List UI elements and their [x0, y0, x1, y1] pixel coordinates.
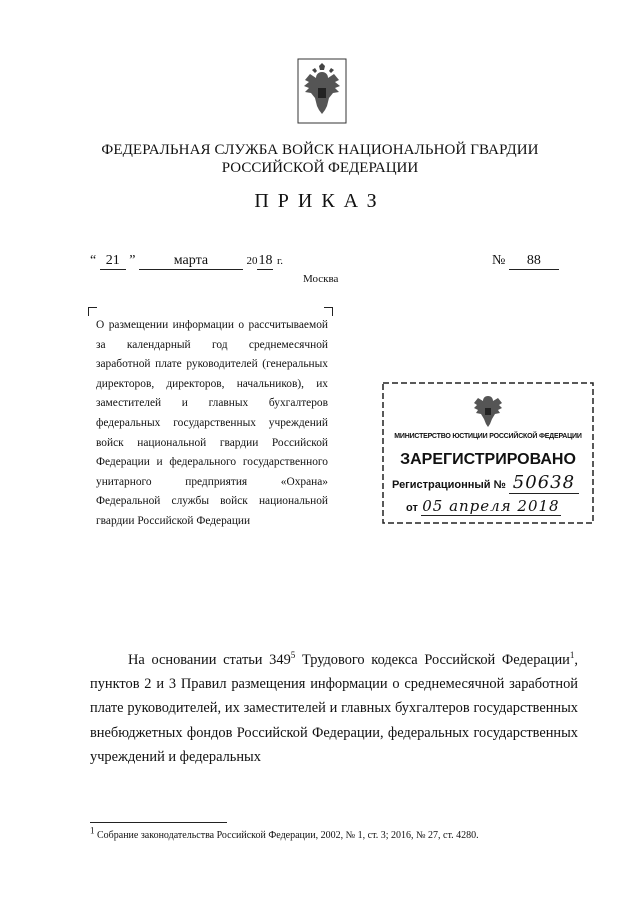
body-text: На основании статьи 349	[128, 652, 291, 668]
city: Москва	[303, 273, 339, 285]
stamp-registration-number	[392, 472, 579, 494]
stamp-registered: ЗАРЕГИСТРИРОВАНО	[400, 451, 576, 468]
date-day: 21	[100, 253, 126, 270]
stamp-date-label: от	[406, 502, 418, 514]
order-date	[90, 253, 283, 270]
date-close-quote: ”	[129, 253, 136, 268]
footnote-marker: 1	[90, 825, 95, 836]
stamp-ministry: МИНИСТЕРСТВО ЮСТИЦИИ РОССИЙСКОЙ ФЕДЕРАЦИИ	[394, 433, 582, 440]
order-number	[492, 253, 559, 270]
date-month: марта	[139, 253, 243, 270]
subject-corner-left	[88, 307, 97, 316]
date-year-suffix: 18	[258, 253, 273, 268]
subject-corner-right	[324, 307, 333, 316]
stamp-regno-value: 50638	[509, 472, 579, 494]
stamp-regno-label: Регистрационный №	[392, 479, 506, 491]
footnote-separator	[90, 822, 227, 823]
order-subject: О размещении информации о рассчитываемой за календарный год среднемесячной заработной плате руководителей (генеральных директоров, директоров, начальников), их заместителей и главных бухгалтеров федеральных государственных учреждений войск национальной гвардии Российской Федерации и федерального государственного унитарного предприятия «Охрана» Федеральной службы войск национальной гвардии Российской Федерации	[96, 319, 328, 527]
footnote-ref: 1	[569, 650, 575, 661]
article-superscript: 5	[290, 650, 296, 661]
document-title: ПРИКАЗ	[254, 190, 386, 212]
order-number-value: 88	[509, 253, 559, 270]
footnote	[90, 825, 479, 841]
date-year-prefix: 20	[246, 255, 258, 267]
stamp-registration-date	[406, 497, 561, 516]
state-emblem-icon	[297, 58, 347, 124]
organization-name-line1: ФЕДЕРАЛЬНАЯ СЛУЖБА ВОЙСК НАЦИОНАЛЬНОЙ ГВАРДИИ	[101, 142, 539, 158]
organization-name-line2: РОССИЙСКОЙ ФЕДЕРАЦИИ	[221, 160, 419, 176]
body-text: Трудового кодекса Российской Федерации	[295, 652, 570, 668]
date-open-quote: “	[90, 253, 97, 268]
order-body	[90, 648, 578, 769]
body-text: , пунктов 2 и 3 Правил размещения информации о среднемесячной заработной плате руководителей, их заместителей и главных бухгалтеров государственных внебюджетных фондов Российской Федерации, федеральных государственных учреждений и федеральных	[90, 652, 578, 765]
footnote-text: Собрание законодательства Российской Федерации, 2002, № 1, ст. 3; 2016, № 27, ст. 4280.	[94, 830, 479, 841]
order-number-label: №	[492, 253, 506, 268]
stamp-date-value: 05 апреля 2018	[422, 497, 560, 515]
date-year-abbr: г.	[276, 255, 283, 267]
stamp-emblem-icon	[474, 396, 502, 427]
